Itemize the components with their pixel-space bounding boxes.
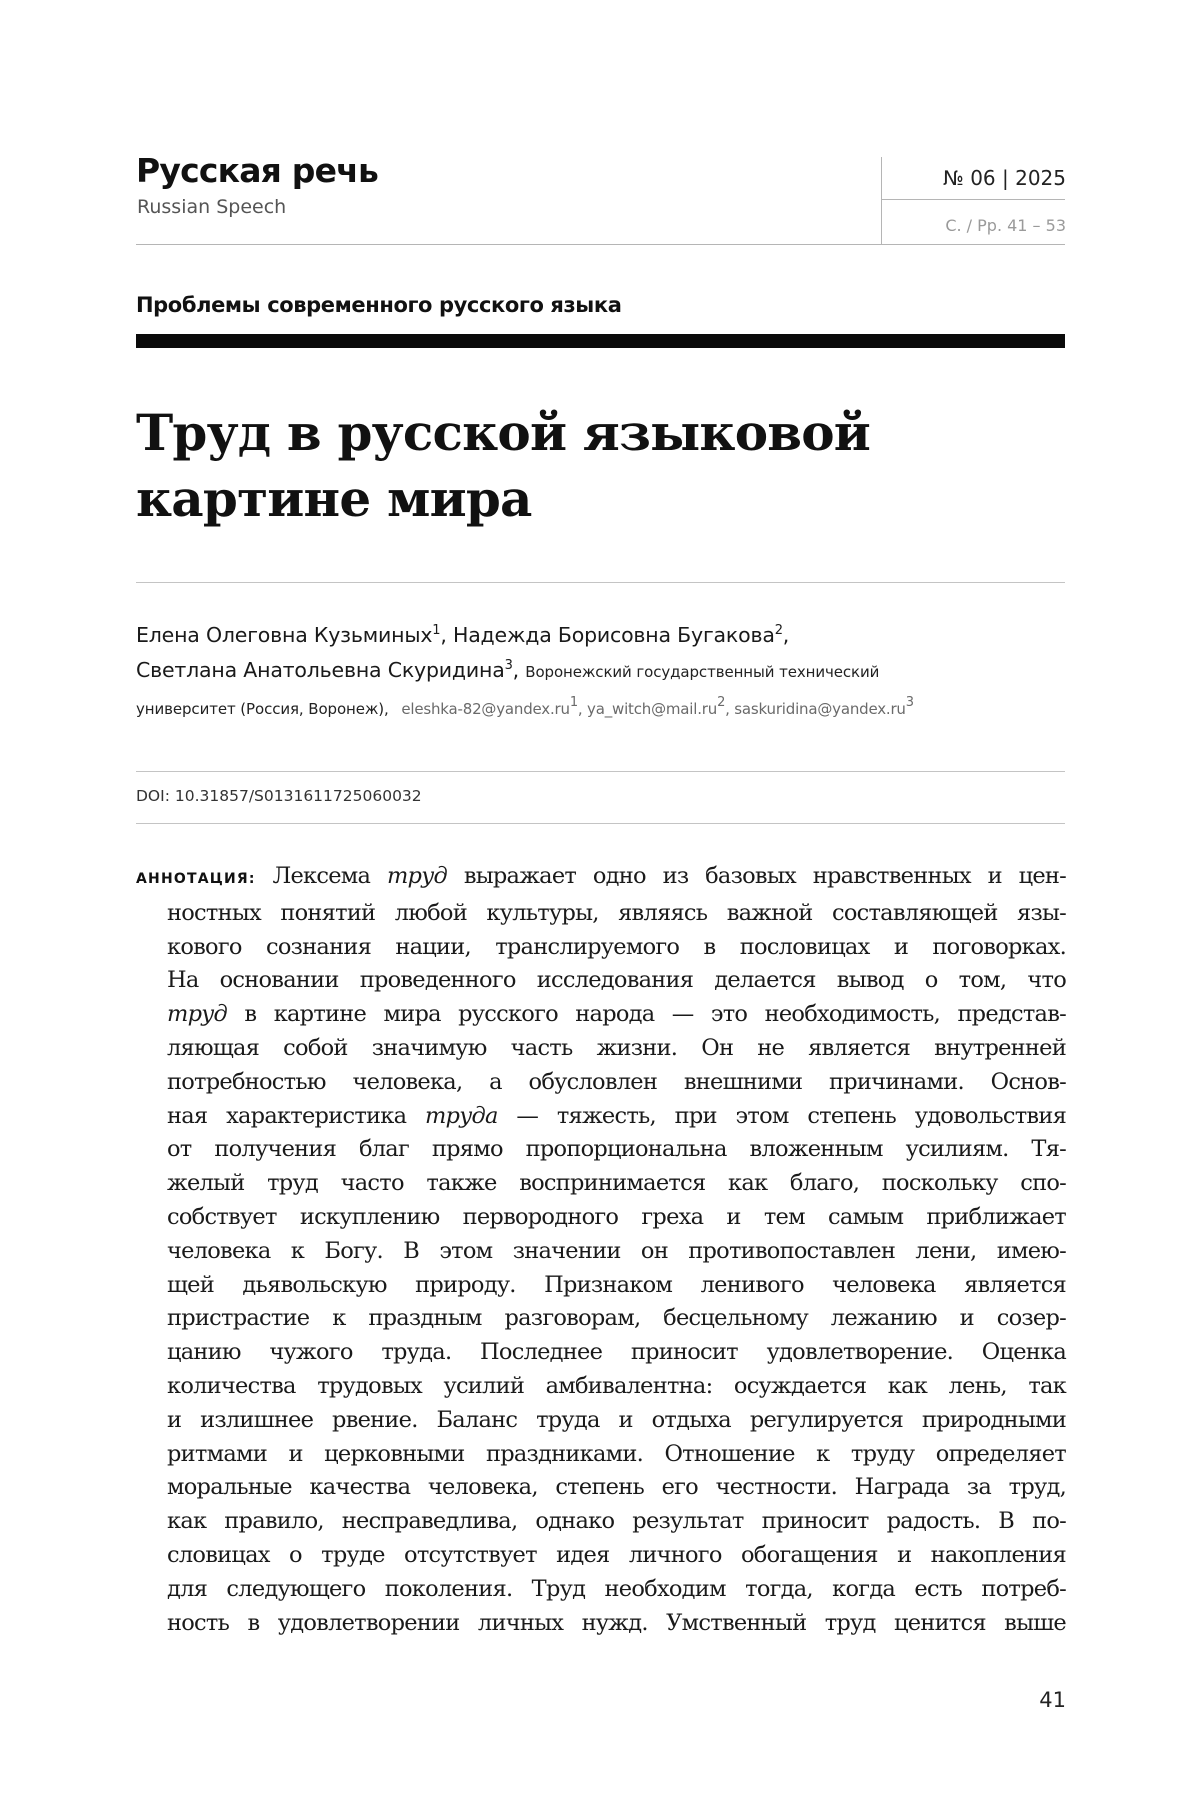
abstract-text: ритмами и церковными праздниками. Отношение к труду определяет [167, 1440, 1066, 1467]
abstract-term: труда [424, 1102, 498, 1129]
page-number: 41 [1039, 1688, 1066, 1712]
abstract-text: ляющая собой значимую часть жизни. Он не является внутренней [167, 1034, 1066, 1061]
abstract-line [136, 1471, 1066, 1505]
abstract-text: На основании проведенного исследования делается вывод о том, что [167, 967, 1066, 994]
affiliation: Воронежский государственный технический [525, 663, 880, 681]
masthead-rule [136, 244, 1065, 245]
authors-line-1: Елена Олеговна Кузьминых$^1$, Надежда Борисовна Бугакова$^2$, [136, 623, 790, 647]
email-index: 2 [717, 695, 726, 710]
abstract-term: труд [167, 1001, 228, 1028]
abstract [136, 860, 1066, 1640]
abstract-text: кового сознания нации, транслируемого в пословицах и поговорках. [167, 933, 1066, 960]
abstract-text: как правило, несправедлива, однако результат приносит радость. В по- [167, 1508, 1066, 1535]
abstract-line [136, 1032, 1066, 1066]
authors-rule [136, 771, 1065, 772]
abstract-text: моральные качества человека, степень его честности. Награда за труд, [167, 1474, 1066, 1501]
authors-line-2: Светлана Анатольевна Скуридина$^3$, Воронежский государственный технический [136, 658, 880, 682]
abstract-term: труд [386, 863, 448, 889]
abstract-line [136, 860, 1066, 897]
author-email[interactable]: eleshka-82@yandex.ru [401, 700, 570, 718]
abstract-text: пристрастие к праздным разговорам, бесцельному лежанию и созер- [167, 1305, 1066, 1332]
author-index: 3 [504, 658, 513, 673]
page-range: С. / Pp. 41 – 53 [945, 216, 1066, 235]
abstract-text: в картине мира русского народа — это необходимость, представ- [227, 1001, 1066, 1028]
title-rule [136, 582, 1065, 583]
journal-subtitle: Russian Speech [137, 196, 287, 218]
author-name: Надежда Борисовна Бугакова [452, 623, 775, 647]
abstract-line [136, 1235, 1066, 1269]
article-title-line-2: картине мира [136, 469, 532, 528]
abstract-text: ная характеристика [167, 1102, 425, 1129]
author-index: 1 [432, 623, 441, 638]
section-bar [136, 334, 1065, 348]
abstract-line [136, 931, 1066, 965]
abstract-label: АННОТАЦИЯ: [136, 871, 256, 887]
section-title: Проблемы современного русского языка [136, 293, 622, 317]
issue-divider [882, 199, 1065, 200]
abstract-text: от получения благ прямо пропорциональна вложенным усилиям. Тя- [167, 1136, 1066, 1163]
authors-block [136, 618, 1076, 727]
abstract-text: и излишнее рвение. Баланс труда и отдыха регулируется природными [167, 1406, 1066, 1433]
abstract-text: ность в удовлетворении личных нужд. Умственный труд ценится выше [167, 1609, 1066, 1636]
abstract-line [136, 1505, 1066, 1539]
abstract-text: выражает одно из базовых нравственных и цен- [447, 863, 1067, 889]
abstract-text: — тяжесть, при этом степень удовольствия [497, 1102, 1067, 1129]
abstract-line [136, 1607, 1066, 1641]
authors-line-3: университет (Россия, Воронеж), eleshka-$82@yandex.ru^1$, $ya\_witch@mail.ru^2$, $saskuridina@yandex.ru^3$ [136, 695, 914, 718]
abstract-line [136, 1167, 1066, 1201]
abstract-text: для следующего поколения. Труд необходим тогда, когда есть потреб- [167, 1575, 1066, 1602]
author-email[interactable]: saskuridina@yandex.ru [734, 700, 906, 718]
abstract-text: желый труд часто также воспринимается как благо, поскольку спо- [167, 1170, 1066, 1197]
affiliation-continued: университет (Россия, Воронеж), [136, 700, 389, 718]
doi[interactable]: DOI: 10.31857/S0131611725060032 [136, 787, 422, 805]
email-index: 3 [905, 695, 914, 710]
issue-number: № 06 | 2025 [943, 166, 1066, 190]
journal-title: Русская речь [136, 151, 379, 190]
abstract-line [136, 998, 1066, 1032]
abstract-line [136, 1269, 1066, 1303]
abstract-line [136, 1336, 1066, 1370]
abstract-line [136, 1066, 1066, 1100]
author-email[interactable]: ya_witch@mail.ru [587, 700, 718, 718]
article-title-line-1: Труд в русской языковой [136, 403, 871, 462]
email-index: 1 [569, 695, 578, 710]
author-name: Светлана Анатольевна Скуридина [136, 658, 505, 682]
abstract-line [136, 1539, 1066, 1573]
abstract-text: щей дьявольскую природу. Признаком ленивого человека является [167, 1271, 1066, 1298]
abstract-text: цанию чужого труда. Последнее приносит удовлетворение. Оценка [167, 1339, 1066, 1366]
abstract-line [136, 1100, 1066, 1134]
abstract-line [136, 897, 1066, 931]
abstract-line [136, 1573, 1066, 1607]
abstract-line [136, 1438, 1066, 1472]
abstract-line [136, 1370, 1066, 1404]
author-name: Елена Олеговна Кузьминых [136, 623, 433, 647]
abstract-text: ностных понятий любой культуры, являясь важной составляющей язы- [167, 899, 1066, 926]
abstract-text: Лексема [272, 863, 387, 889]
abstract-line [136, 964, 1066, 998]
abstract-text: потребностью человека, а обусловлен внешними причинами. Основ- [167, 1068, 1066, 1095]
abstract-text: словицах о труде отсутствует идея личного обогащения и накопления [167, 1541, 1066, 1568]
author-index: 2 [774, 623, 783, 638]
abstract-text: собствует искуплению первородного греха и тем самым приближает [167, 1203, 1066, 1230]
masthead-vertical-divider [881, 157, 882, 244]
article-title [136, 400, 1065, 532]
abstract-line [136, 1133, 1066, 1167]
abstract-line [136, 1404, 1066, 1438]
abstract-line [136, 1302, 1066, 1336]
abstract-text: человека к Богу. В этом значении он противопоставлен лени, имею- [167, 1237, 1066, 1264]
doi-rule [136, 823, 1065, 824]
abstract-text: количества трудовых усилий амбивалентна: осуждается как лень, так [167, 1372, 1066, 1399]
abstract-line [136, 1201, 1066, 1235]
